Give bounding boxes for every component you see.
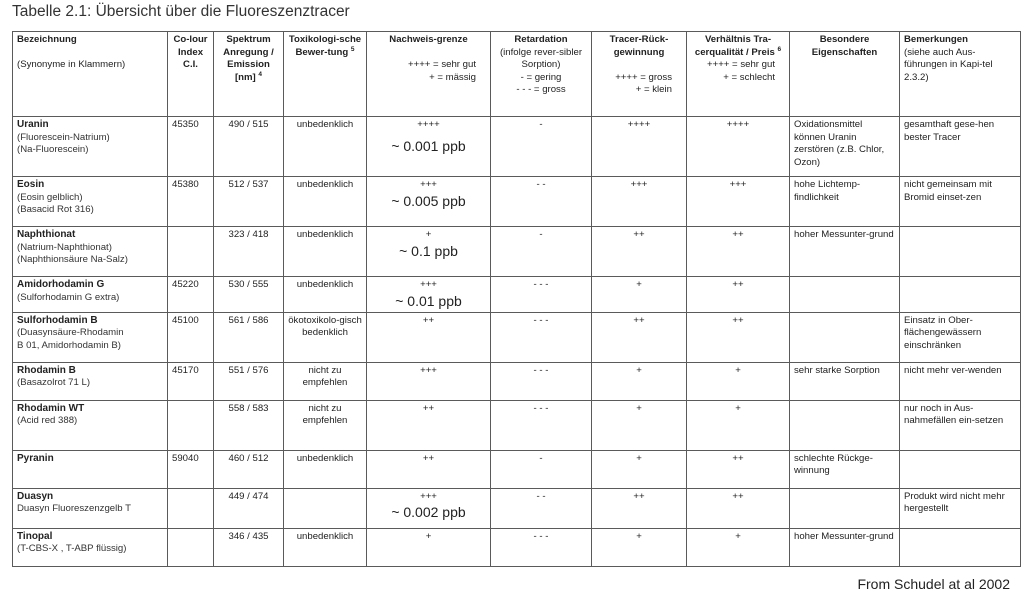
toxicology-cell [284, 312, 367, 362]
special-properties-cell [790, 312, 900, 362]
retardation-cell [491, 177, 592, 227]
header-name-label: Bezeichnung [17, 34, 77, 45]
remarks-cell [900, 312, 1021, 362]
header-remarks: Bemerkungen (siehe auch Aus-führungen in Kapi-tel 2.3.2) [900, 32, 1021, 117]
remarks-cell [900, 362, 1021, 400]
colour-index-value: 45170 [172, 364, 199, 376]
recovery-cell [592, 177, 687, 227]
quality-price-cell [687, 400, 790, 450]
quality-price-value: ++ [732, 279, 744, 290]
quality-price-cell [687, 277, 790, 313]
remarks-text: Einsatz in Ober-flächengewässern einschränken [904, 314, 982, 351]
toxicology-value: unbedenklich [296, 530, 354, 542]
header-spectrum: Spektrum Anregung / Emission [nm] $^4$ [214, 32, 284, 117]
colour-index-cell [168, 450, 214, 488]
detection-limit-rating: + [425, 229, 432, 240]
header-recovery: Tracer-Rück-gewinnung ++++ = gross + = klein [592, 32, 687, 117]
detection-limit-rating: ++ [422, 452, 435, 464]
quality-price-cell [687, 227, 790, 277]
retardation-cell [491, 528, 592, 566]
special-properties-text: schlechte Rückge-winnung [794, 452, 873, 476]
spectrum-value: 323 / 418 [228, 229, 269, 240]
toxicology-value: nicht zu empfehlen [302, 402, 348, 426]
toxicology-value: unbedenklich [296, 279, 354, 290]
table-row [13, 362, 1021, 400]
spectrum-cell [214, 117, 284, 177]
header-row [13, 32, 1021, 117]
special-properties-cell [790, 117, 900, 177]
tracer-name-cell [13, 177, 168, 227]
toxicology-value: unbedenklich [296, 119, 354, 130]
special-properties-text: Oxidationsmittel können Uranin zerstören (z.B. Chlor, Ozon) [794, 119, 885, 168]
detection-limit-cell [367, 277, 491, 313]
detection-limit-ppb-annotation: ~ 0.001 ppb [391, 137, 466, 154]
retardation-value: - - - [533, 314, 549, 326]
tracer-name: Rhodamin B [17, 364, 76, 376]
special-properties-cell [790, 177, 900, 227]
recovery-value: + [636, 364, 642, 376]
tracer-synonym: (Naphthionsäure Na-Salz) [17, 254, 128, 265]
spectrum-cell [214, 400, 284, 450]
retardation-cell [491, 227, 592, 277]
toxicology-cell [284, 400, 367, 450]
special-properties-text: hoher Messunter-grund [794, 229, 894, 240]
quality-price-value: ++++ [726, 119, 750, 130]
tracer-name-cell [13, 117, 168, 177]
tracer-name-cell [13, 488, 168, 528]
special-properties-text: hohe Lichtemp-findlichkeit [794, 179, 861, 203]
table-row [13, 117, 1021, 177]
recovery-value: ++++ [627, 119, 651, 130]
detection-limit-cell [367, 488, 491, 528]
recovery-value: ++ [633, 229, 645, 240]
colour-index-cell [168, 528, 214, 566]
remarks-cell [900, 488, 1021, 528]
recovery-cell [592, 488, 687, 528]
spectrum-cell [214, 312, 284, 362]
tracer-name-cell [13, 362, 168, 400]
colour-index-cell [168, 312, 214, 362]
colour-index-value: 59040 [172, 452, 199, 464]
tracer-synonym: (Duasynsäure-Rhodamin [17, 327, 124, 338]
quality-price-cell [687, 488, 790, 528]
toxicology-cell [284, 488, 367, 528]
toxicology-value: nicht zu empfehlen [302, 364, 348, 388]
quality-price-value: ++ [732, 314, 744, 326]
quality-price-value: + [735, 530, 741, 542]
recovery-cell [592, 277, 687, 313]
table-row [13, 488, 1021, 528]
recovery-cell [592, 400, 687, 450]
tracer-name-cell [13, 400, 168, 450]
detection-limit-rating: +++ [420, 490, 437, 502]
remarks-text: nicht mehr ver-wenden [904, 364, 1002, 376]
source-credit: From Schudel at al 2002 [857, 576, 1010, 592]
detection-limit-cell [367, 400, 491, 450]
quality-price-value: +++ [729, 179, 747, 190]
detection-limit-rating: +++ [420, 279, 437, 290]
spectrum-value: 561 / 586 [228, 314, 269, 326]
spectrum-cell [214, 488, 284, 528]
recovery-value: + [636, 452, 642, 464]
recovery-cell [592, 117, 687, 177]
toxicology-cell [284, 227, 367, 277]
special-properties-cell [790, 277, 900, 313]
toxicology-value: ökotoxikolo-gisch bedenklich [288, 314, 362, 338]
tracer-synonym: (Na-Fluorescein) [17, 144, 89, 155]
tracer-name: Sulforhodamin B [17, 314, 98, 326]
detection-limit-cell [367, 450, 491, 488]
colour-index-cell [168, 400, 214, 450]
table-row [13, 277, 1021, 313]
fluorescence-tracer-table [12, 31, 1021, 567]
tracer-synonym: (Basazolrot 71 L) [17, 377, 91, 388]
spectrum-value: 551 / 576 [228, 364, 269, 376]
toxicology-value: unbedenklich [296, 179, 354, 190]
header-name [13, 32, 168, 117]
remarks-cell [900, 117, 1021, 177]
special-properties-text: hoher Messunter-grund [794, 530, 894, 542]
spectrum-cell [214, 450, 284, 488]
header-retardation: Retardation (infolge rever-sibler Sorption) - = gering - - - = gross [491, 32, 592, 117]
retardation-value: - - - [533, 279, 549, 290]
tracer-name: Tinopal [17, 530, 53, 542]
recovery-cell [592, 312, 687, 362]
quality-price-cell [687, 528, 790, 566]
colour-index-value: 45100 [172, 314, 199, 326]
table-row [13, 528, 1021, 566]
detection-limit-rating: ++ [422, 402, 435, 414]
retardation-value: - - [536, 490, 546, 502]
toxicology-cell [284, 277, 367, 313]
detection-limit-cell [367, 117, 491, 177]
colour-index-cell [168, 177, 214, 227]
detection-limit-cell [367, 362, 491, 400]
detection-limit-cell [367, 312, 491, 362]
spectrum-cell [214, 528, 284, 566]
recovery-cell [592, 450, 687, 488]
remarks-cell [900, 528, 1021, 566]
detection-limit-rating: + [425, 530, 432, 542]
spectrum-cell [214, 277, 284, 313]
colour-index-cell [168, 227, 214, 277]
table-title: Tabelle 2.1: Übersicht über die Fluoreszenztracer [12, 3, 350, 20]
remarks-text: nur noch in Aus-nahmefällen ein-setzen [904, 402, 1004, 426]
colour-index-value: 45220 [172, 279, 199, 290]
remarks-cell [900, 450, 1021, 488]
header-name-sub: (Synonyme in Klammern) [17, 59, 126, 70]
tracer-name: Eosin [17, 179, 45, 190]
detection-limit-cell [367, 227, 491, 277]
tracer-synonym: (Sulforhodamin G extra) [17, 291, 120, 303]
colour-index-value: 45350 [172, 119, 199, 130]
special-properties-cell [790, 450, 900, 488]
colour-index-cell [168, 488, 214, 528]
spectrum-value: 558 / 583 [228, 402, 269, 414]
remarks-text: Produkt wird nicht mehr hergestellt [904, 490, 1005, 514]
tracer-synonym: (T-CBS-X , T-ABP flüssig) [17, 543, 127, 554]
spectrum-cell [214, 362, 284, 400]
retardation-value: - [539, 229, 543, 240]
remarks-cell [900, 400, 1021, 450]
remarks-cell [900, 227, 1021, 277]
recovery-value: + [636, 279, 642, 290]
retardation-value: - - - [533, 364, 549, 376]
tracer-name-cell [13, 312, 168, 362]
toxicology-cell [284, 362, 367, 400]
tracer-name-cell [13, 227, 168, 277]
header-toxicology: Toxikologi-sche Bewer-tung $^5$ [284, 32, 367, 117]
remarks-text: nicht gemeinsam mit Bromid einset-zen [904, 179, 992, 203]
tracer-name: Naphthionat [17, 229, 76, 240]
spectrum-value: 460 / 512 [228, 452, 269, 464]
table-row [13, 177, 1021, 227]
spectrum-value: 449 / 474 [228, 490, 269, 502]
toxicology-cell [284, 528, 367, 566]
tracer-name: Uranin [17, 119, 49, 130]
detection-limit-ppb-annotation: ~ 0.01 ppb [395, 292, 462, 309]
special-properties-cell [790, 362, 900, 400]
colour-index-cell [168, 277, 214, 313]
detection-limit-cell [367, 528, 491, 566]
recovery-cell [592, 528, 687, 566]
toxicology-value: unbedenklich [296, 229, 354, 240]
recovery-value: + [636, 402, 642, 414]
retardation-cell [491, 312, 592, 362]
retardation-value: - - - [533, 530, 549, 542]
special-properties-cell [790, 528, 900, 566]
recovery-cell [592, 362, 687, 400]
toxicology-cell [284, 117, 367, 177]
spectrum-cell [214, 177, 284, 227]
retardation-cell [491, 117, 592, 177]
quality-price-value: + [735, 364, 741, 376]
retardation-cell [491, 277, 592, 313]
quality-price-cell [687, 450, 790, 488]
tracer-synonym: B 01, Amidorhodamin B) [17, 339, 121, 351]
retardation-value: - [539, 119, 543, 130]
detection-limit-rating: +++ [420, 364, 437, 376]
toxicology-cell [284, 177, 367, 227]
spectrum-value: 512 / 537 [228, 179, 269, 190]
special-properties-text: sehr starke Sorption [794, 364, 880, 376]
header-ci: Co-lour Index C.I. [168, 32, 214, 117]
detection-limit-rating: ++ [422, 314, 435, 326]
recovery-cell [592, 227, 687, 277]
retardation-value: - - [536, 179, 546, 190]
remarks-cell [900, 177, 1021, 227]
table-row [13, 400, 1021, 450]
retardation-value: - - - [533, 402, 549, 414]
recovery-value: + [636, 530, 642, 542]
retardation-cell [491, 400, 592, 450]
tracer-name: Pyranin [17, 452, 54, 464]
tracer-synonym: (Fluorescein-Natrium) [17, 131, 110, 143]
quality-price-cell [687, 117, 790, 177]
quality-price-cell [687, 362, 790, 400]
special-properties-cell [790, 488, 900, 528]
detection-limit-ppb-annotation: ~ 0.002 ppb [391, 504, 466, 520]
tracer-synonym: (Natrium-Naphthionat) [17, 241, 112, 253]
detection-limit-ppb-annotation: ~ 0.005 ppb [391, 192, 466, 209]
tracer-name: Rhodamin WT [17, 402, 85, 414]
quality-price-cell [687, 177, 790, 227]
recovery-value: +++ [630, 179, 648, 190]
spectrum-value: 490 / 515 [228, 119, 269, 130]
tracer-name-cell [13, 450, 168, 488]
retardation-value: - [539, 452, 543, 464]
tracer-synonym: (Acid red 388) [17, 415, 78, 426]
header-special-properties: Besondere Eigenschaften [790, 32, 900, 117]
retardation-cell [491, 450, 592, 488]
detection-limit-ppb-annotation: ~ 0.1 ppb [399, 242, 458, 259]
detection-limit-rating: ++++ [417, 119, 440, 130]
quality-price-value: + [735, 402, 741, 414]
toxicology-value: unbedenklich [296, 452, 354, 464]
retardation-cell [491, 362, 592, 400]
tracer-synonym: (Eosin gelblich) [17, 191, 83, 203]
remarks-cell [900, 277, 1021, 313]
spectrum-value: 346 / 435 [228, 530, 269, 542]
table-row [13, 312, 1021, 362]
detection-limit-cell [367, 177, 491, 227]
quality-price-cell [687, 312, 790, 362]
quality-price-value: ++ [732, 490, 744, 502]
spectrum-value: 530 / 555 [228, 279, 269, 290]
header-detection-limit: Nachweis-grenze ++++ = sehr gut + = mässig [367, 32, 491, 117]
special-properties-cell [790, 400, 900, 450]
spectrum-cell [214, 227, 284, 277]
colour-index-value: 45380 [172, 179, 199, 190]
detection-limit-rating: +++ [420, 179, 437, 190]
tracer-name-cell [13, 277, 168, 313]
recovery-value: ++ [633, 314, 645, 326]
tracer-name: Amidorhodamin G [17, 279, 105, 290]
toxicology-cell [284, 450, 367, 488]
table-row [13, 450, 1021, 488]
special-properties-cell [790, 227, 900, 277]
quality-price-value: ++ [732, 229, 744, 240]
remarks-text: gesamthaft gese-hen bester Tracer [904, 119, 995, 143]
retardation-cell [491, 488, 592, 528]
recovery-value: ++ [633, 490, 645, 502]
tracer-name-cell [13, 528, 168, 566]
header-quality-price: Verhältnis Tra-cerqualität / Preis $^6$ ++++ = sehr gut + = schlecht [687, 32, 790, 117]
colour-index-cell [168, 362, 214, 400]
tracer-name: Duasyn [17, 490, 54, 502]
quality-price-value: ++ [732, 452, 744, 464]
table-row [13, 227, 1021, 277]
tracer-synonym: Duasyn Fluoreszenzgelb T [17, 503, 131, 514]
tracer-synonym: (Basacid Rot 316) [17, 204, 94, 215]
colour-index-cell [168, 117, 214, 177]
